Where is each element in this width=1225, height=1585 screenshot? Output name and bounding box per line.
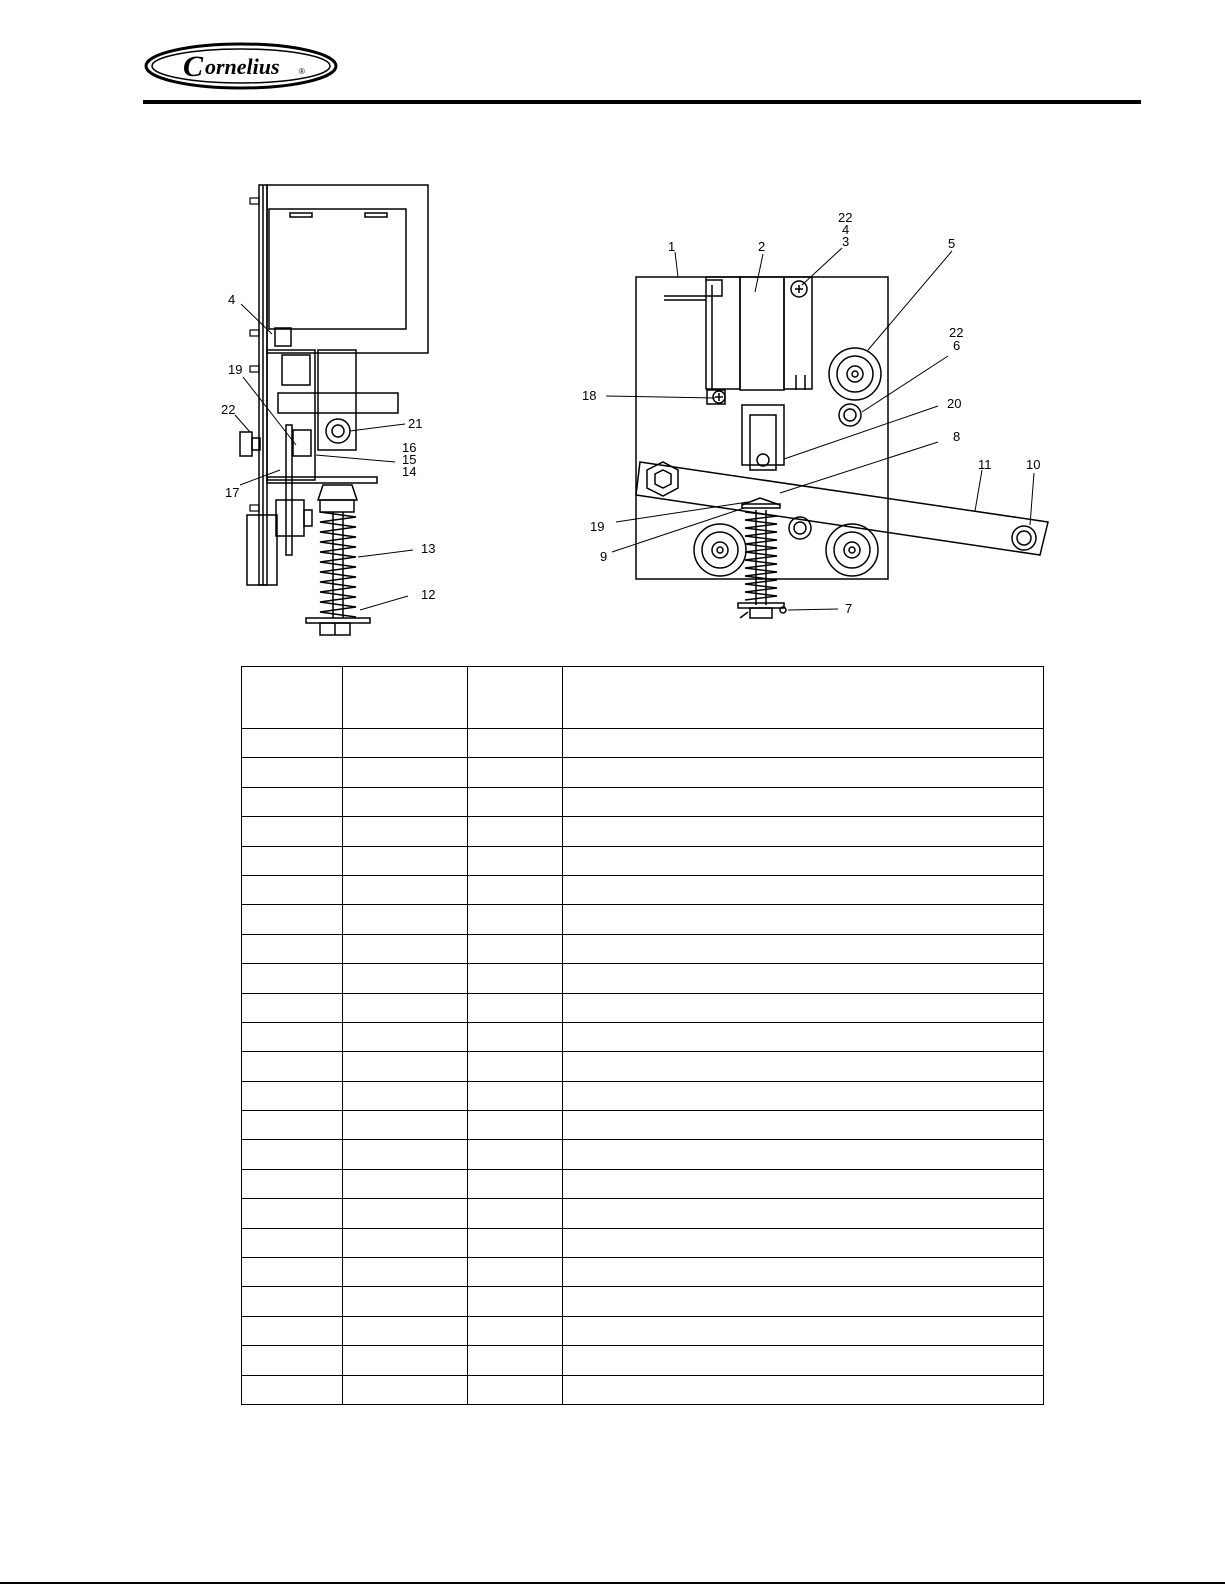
footer-rule	[0, 1582, 1225, 1584]
table-cell	[468, 1052, 563, 1081]
callout-9: 9	[600, 549, 608, 564]
table-row	[242, 1140, 1044, 1169]
table-cell	[563, 1375, 1044, 1404]
table-cell	[343, 934, 468, 963]
table-row	[242, 1022, 1044, 1051]
table-cell	[468, 1140, 563, 1169]
callout-13: 13	[421, 541, 436, 556]
parts-table-body	[242, 729, 1044, 1405]
table-cell	[563, 875, 1044, 904]
table-cell	[343, 1199, 468, 1228]
table-cell	[563, 846, 1044, 875]
table-cell	[242, 729, 343, 758]
table-row	[242, 1199, 1044, 1228]
table-cell	[242, 1346, 343, 1375]
table-row	[242, 1316, 1044, 1345]
table-cell	[242, 1316, 343, 1345]
table-cell	[468, 1169, 563, 1198]
table-cell	[563, 1346, 1044, 1375]
table-row	[242, 1258, 1044, 1287]
table-cell	[563, 729, 1044, 758]
table-cell	[343, 1140, 468, 1169]
table-cell	[563, 1228, 1044, 1257]
table-cell	[343, 1258, 468, 1287]
table-cell	[468, 964, 563, 993]
table-cell	[343, 1081, 468, 1110]
callout-22-right: 22	[949, 325, 964, 340]
table-cell	[468, 1287, 563, 1316]
table-cell	[563, 758, 1044, 787]
table-cell	[242, 1022, 343, 1051]
table-cell	[468, 993, 563, 1022]
table-cell	[563, 817, 1044, 846]
callout-22-top: 22	[838, 210, 853, 225]
table-cell	[468, 846, 563, 875]
table-cell	[242, 817, 343, 846]
table-cell	[468, 1375, 563, 1404]
table-cell	[343, 817, 468, 846]
callout-4-front: 4	[842, 222, 850, 237]
table-row	[242, 758, 1044, 787]
callout-12: 12	[421, 587, 436, 602]
table-cell	[468, 1199, 563, 1228]
callout-17: 17	[225, 485, 240, 500]
table-row	[242, 1228, 1044, 1257]
header-cell-item	[242, 667, 343, 729]
table-cell	[343, 993, 468, 1022]
table-cell	[563, 905, 1044, 934]
table-cell	[468, 1022, 563, 1051]
table-cell	[468, 1081, 563, 1110]
table-cell	[563, 1316, 1044, 1345]
parts-drawing	[0, 0, 1225, 660]
table-cell	[563, 934, 1044, 963]
table-cell	[242, 1228, 343, 1257]
table-row	[242, 993, 1044, 1022]
callout-10: 10	[1026, 457, 1041, 472]
table-cell	[343, 1022, 468, 1051]
svg-text:C: C	[183, 50, 204, 83]
table-cell	[343, 964, 468, 993]
table-cell	[343, 905, 468, 934]
front-view-callouts	[582, 210, 1040, 616]
table-header-row	[242, 667, 1044, 729]
table-cell	[242, 1111, 343, 1140]
svg-text:®: ®	[299, 67, 305, 76]
callout-19-side: 19	[228, 362, 243, 377]
table-cell	[242, 1140, 343, 1169]
table-cell	[563, 1022, 1044, 1051]
table-cell	[468, 787, 563, 816]
table-cell	[468, 875, 563, 904]
table-cell	[563, 1081, 1044, 1110]
table-cell	[242, 1052, 343, 1081]
callout-16: 16	[402, 440, 417, 455]
table-row	[242, 846, 1044, 875]
table-row	[242, 729, 1044, 758]
table-cell	[563, 787, 1044, 816]
table-cell	[468, 1258, 563, 1287]
table-cell	[242, 905, 343, 934]
table-cell	[563, 964, 1044, 993]
table-row	[242, 934, 1044, 963]
table-row	[242, 1346, 1044, 1375]
exploded-parts-diagram	[0, 0, 1225, 660]
table-row	[242, 1375, 1044, 1404]
table-cell	[468, 1316, 563, 1345]
side-view-callouts	[221, 292, 435, 602]
table-cell	[242, 787, 343, 816]
callout-19-front: 19	[590, 519, 605, 534]
table-cell	[563, 1169, 1044, 1198]
table-cell	[563, 993, 1044, 1022]
table-row	[242, 1169, 1044, 1198]
table-cell	[242, 964, 343, 993]
callout-11: 11	[978, 457, 992, 472]
table-cell	[343, 758, 468, 787]
table-cell	[343, 846, 468, 875]
callout-21: 21	[408, 416, 423, 431]
table-cell	[242, 1081, 343, 1110]
table-cell	[343, 1111, 468, 1140]
header-cell-quantity	[468, 667, 563, 729]
table-cell	[343, 1316, 468, 1345]
callout-4-side: 4	[228, 292, 236, 307]
table-cell	[468, 817, 563, 846]
table-cell	[563, 1258, 1044, 1287]
table-cell	[563, 1140, 1044, 1169]
callout-20: 20	[947, 396, 962, 411]
table-cell	[242, 1169, 343, 1198]
table-cell	[468, 934, 563, 963]
table-cell	[242, 758, 343, 787]
callout-2: 2	[758, 239, 766, 254]
table-cell	[242, 1287, 343, 1316]
table-row	[242, 964, 1044, 993]
table-cell	[242, 846, 343, 875]
table-row	[242, 817, 1044, 846]
table-cell	[242, 1375, 343, 1404]
table-cell	[343, 1375, 468, 1404]
table-cell	[563, 1052, 1044, 1081]
table-cell	[343, 1228, 468, 1257]
table-cell	[242, 1199, 343, 1228]
table-row	[242, 1111, 1044, 1140]
callout-3: 3	[842, 234, 850, 249]
callout-8: 8	[953, 429, 961, 444]
table-cell	[563, 1199, 1044, 1228]
callout-1: 1	[668, 239, 676, 254]
callout-22-side: 22	[221, 402, 236, 417]
callout-14: 14	[402, 464, 417, 479]
table-cell	[468, 758, 563, 787]
table-row	[242, 1081, 1044, 1110]
svg-text:ornelius: ornelius	[205, 54, 280, 79]
table-cell	[242, 934, 343, 963]
callout-6: 6	[953, 338, 961, 353]
table-cell	[343, 1346, 468, 1375]
table-cell	[563, 1287, 1044, 1316]
callout-5: 5	[948, 236, 956, 251]
table-cell	[343, 729, 468, 758]
table-row	[242, 787, 1044, 816]
callout-7: 7	[845, 601, 853, 616]
table-cell	[242, 1258, 343, 1287]
callout-15: 15	[402, 452, 417, 467]
table-cell	[468, 1346, 563, 1375]
table-row	[242, 905, 1044, 934]
table-cell	[563, 1111, 1044, 1140]
table-cell	[468, 1228, 563, 1257]
header-cell-description	[563, 667, 1044, 729]
table-row	[242, 1052, 1044, 1081]
table-cell	[343, 787, 468, 816]
table-cell	[343, 1169, 468, 1198]
table-cell	[468, 729, 563, 758]
table-cell	[468, 905, 563, 934]
table-cell	[468, 1111, 563, 1140]
parts-list-table	[241, 666, 1044, 1405]
table-cell	[242, 875, 343, 904]
callout-18: 18	[582, 388, 597, 403]
table-row	[242, 1287, 1044, 1316]
table-row	[242, 875, 1044, 904]
table-cell	[343, 1287, 468, 1316]
table-cell	[242, 993, 343, 1022]
header-cell-part-number	[343, 667, 468, 729]
table-cell	[343, 875, 468, 904]
table-cell	[343, 1052, 468, 1081]
